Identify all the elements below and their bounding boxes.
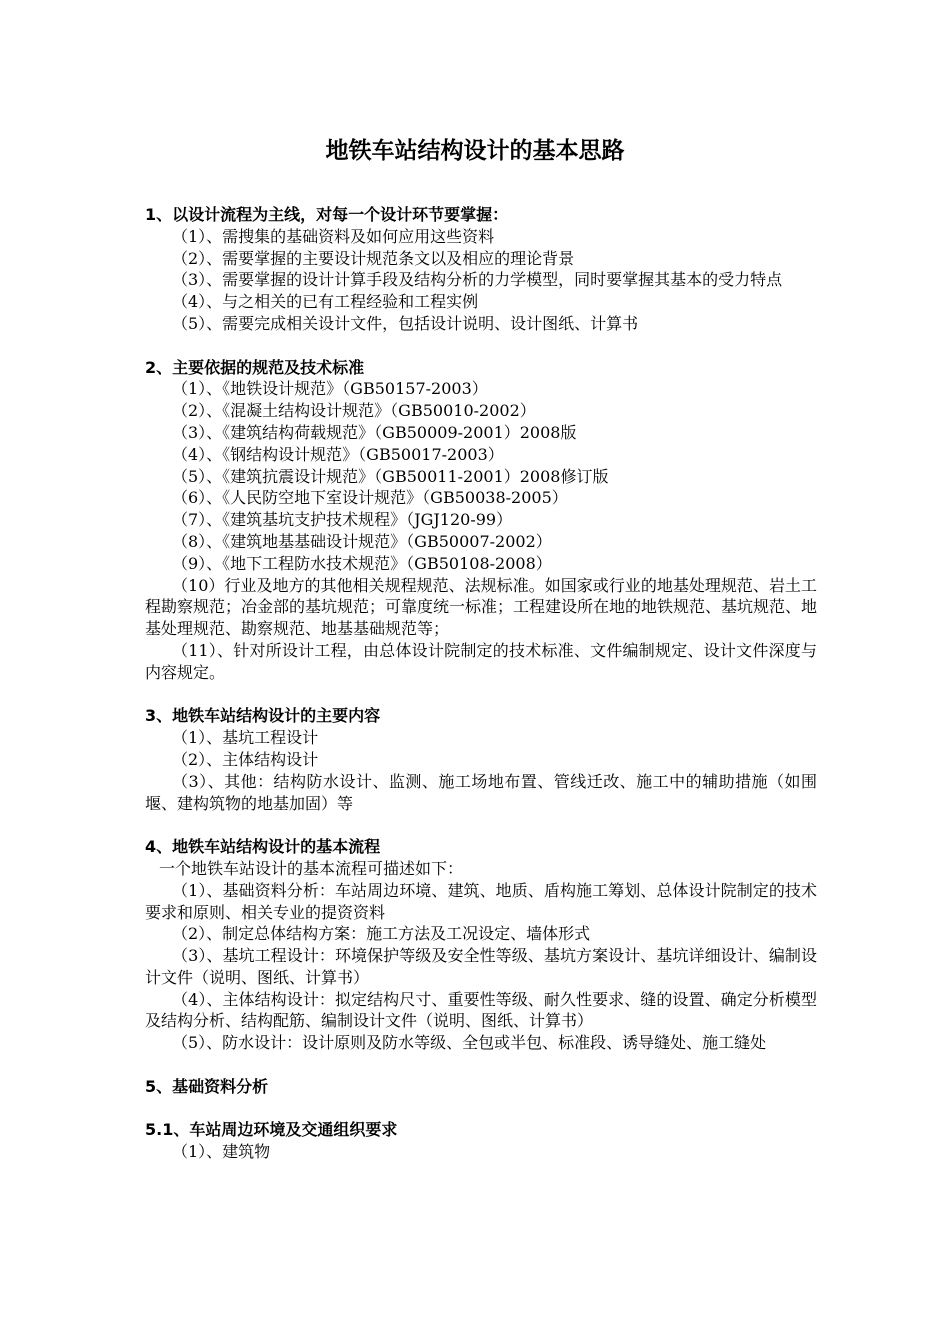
list-item: （10）行业及地方的其他相关规程规范、法规标准。如国家或行业的地基处理规范、岩土工程勘察规范；冶金部的基坑规范；可靠度统一标准；工程建设所在地的地铁规范、基坑规范、地基处理规范、勘察规范、地基基础规范等； — [145, 575, 818, 639]
list-item: （3）、其他：结构防水设计、监测、施工场地布置、管线迁改、施工中的辅助措施（如围堰、建构筑物的地基加固）等 — [145, 771, 817, 813]
document-body — [145, 204, 817, 1163]
list-item: （3）、《建筑结构荷载规范》（GB50009-2001）2008版 — [172, 422, 577, 442]
list-item: （7）、《建筑基坑支护技术规程》（JGJ120-99） — [172, 510, 513, 530]
list-item: （5）、需要完成相关设计文件，包括设计说明、设计图纸、计算书 — [172, 313, 639, 333]
list-item: （11）、针对所设计工程，由总体设计院制定的技术标准、文件编制规定、设计文件深度与内容规定。 — [145, 640, 817, 682]
list-item: （1）、《地铁设计规范》（GB50157-2003） — [172, 379, 488, 399]
list-item: （4）、主体结构设计：拟定结构尺寸、重要性等级、耐久性要求、缝的设置、确定分析模型及结构分析、结构配筋、编制设计文件（说明、图纸、计算书） — [145, 989, 817, 1031]
list-item: （4）、《钢结构设计规范》（GB50017-2003） — [172, 444, 504, 464]
list-item: （9）、《地下工程防水技术规范》（GB50108-2008） — [172, 553, 552, 573]
list-item: （5）、防水设计：设计原则及防水等级、全包或半包、标准段、诱导缝处、施工缝处 — [172, 1033, 767, 1053]
list-item: （4）、与之相关的已有工程经验和工程实例 — [172, 292, 479, 312]
list-item: （3）、基坑工程设计：环境保护等级及安全性等级、基坑方案设计、基坑详细设计、编制设计文件（说明、图纸、计算书） — [145, 946, 817, 987]
section-heading: 3、地铁车站结构设计的主要内容 — [145, 706, 381, 726]
list-item: （1）、基础资料分析：车站周边环境、建筑、地质、盾构施工筹划、总体设计院制定的技术要求和原则、相关专业的提资资料 — [145, 880, 817, 922]
list-item: （6）、《人民防空地下室设计规范》（GB50038-2005） — [172, 488, 568, 508]
subsection-heading: 5.1、车站周边环境及交通组织要求 — [145, 1120, 398, 1140]
section-intro: 一个地铁车站设计的基本流程可描述如下： — [159, 858, 464, 878]
list-item: （8）、《建筑地基基础设计规范》（GB50007-2002） — [172, 531, 552, 551]
list-item: （1）、建筑物 — [172, 1142, 271, 1162]
list-item: （1）、需搜集的基础资料及如何应用这些资料 — [172, 226, 495, 246]
section-heading: 4、地铁车站结构设计的基本流程 — [145, 837, 381, 857]
list-item: （3）、需要掌握的设计计算手段及结构分析的力学模型，同时要掌握其基本的受力特点 — [172, 270, 783, 290]
section-heading: 5、基础资料分析 — [145, 1076, 269, 1096]
list-item: （2）、制定总体结构方案：施工方法及工况设定、墙体形式 — [172, 924, 591, 944]
section-heading: 2、主要依据的规范及技术标准 — [145, 357, 365, 377]
list-item: （2）、需要掌握的主要设计规范条文以及相应的理论背景 — [172, 248, 575, 268]
list-item: （2）、《混凝土结构设计规范》（GB50010-2002） — [172, 401, 536, 421]
list-item: （5）、《建筑抗震设计规范》（GB50011-2001）2008修订版 — [172, 466, 609, 486]
document-title: 地铁车站结构设计的基本思路 — [325, 138, 625, 164]
list-item: （1）、基坑工程设计 — [172, 728, 319, 748]
list-item: （2）、主体结构设计 — [172, 749, 319, 769]
section-heading: 1、以设计流程为主线，对每一个设计环节要掌握： — [145, 205, 509, 224]
